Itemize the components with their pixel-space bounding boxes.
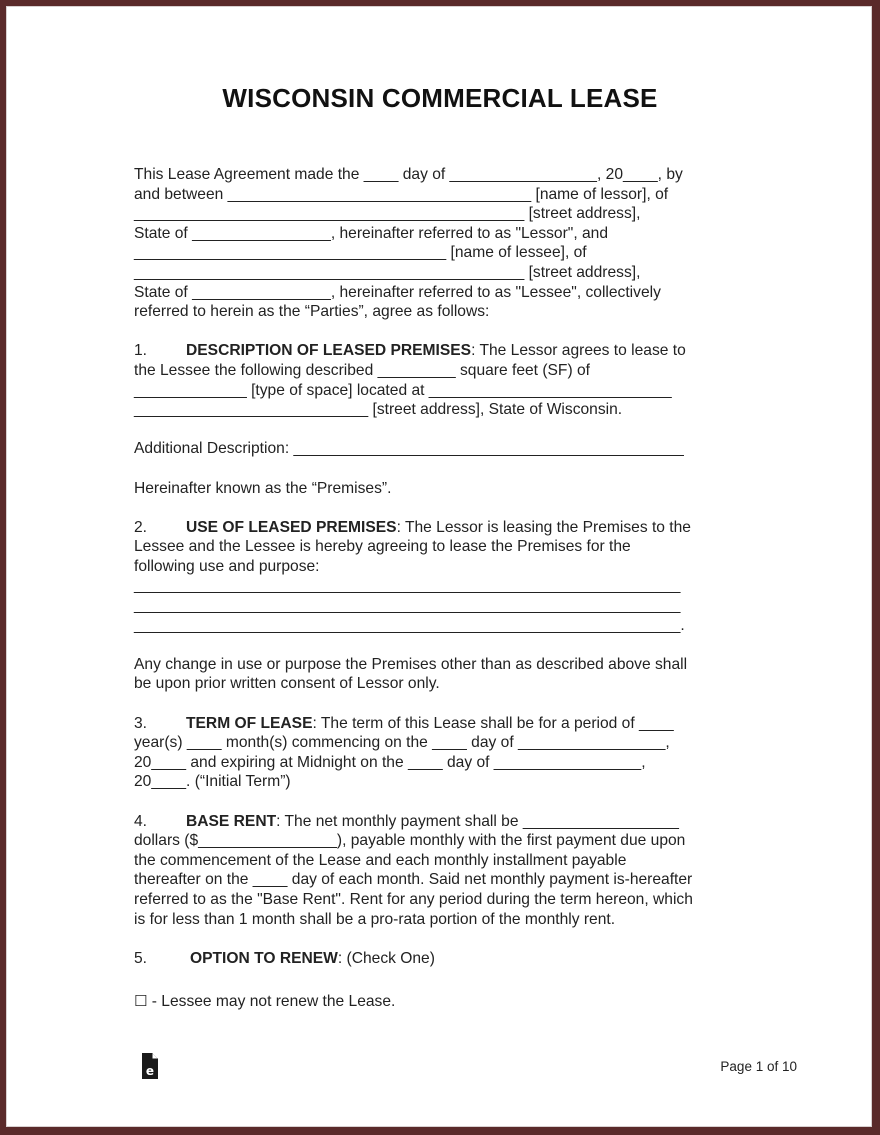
- intro-line: referred to herein as the “Parties”, agree as follows:: [134, 303, 490, 321]
- use-blank-line: _______________________________________________________________: [134, 577, 681, 595]
- intro-line: and between ___________________________________ [name of lessor], of: [134, 185, 669, 203]
- premises-definition-line: Hereinafter known as the “Premises”.: [134, 479, 392, 497]
- section-1-line: ___________________________ [street address], State of Wisconsin.: [134, 401, 623, 419]
- section-number: 4.: [134, 812, 148, 830]
- section-text: : (Check One): [337, 949, 435, 967]
- section-4-line: dollars ($________________), payable monthly with the first payment due upon: [134, 832, 686, 850]
- svg-text:e: e: [145, 1064, 155, 1078]
- use-change-line: be upon prior written consent of Lessor only.: [134, 675, 440, 693]
- section-number: 1.: [134, 342, 148, 360]
- intro-line: _____________________________________________ [street address],: [134, 263, 641, 281]
- renew-option-line: [134, 992, 754, 1012]
- section-heading: USE OF LEASED PREMISES: [186, 518, 397, 536]
- intro-line: _____________________________________________ [street address],: [134, 205, 641, 223]
- section-text: : The net monthly payment shall be __________________: [276, 812, 679, 830]
- section-heading: TERM OF LEASE: [186, 714, 313, 732]
- section-number: 5.: [134, 949, 148, 967]
- section-text: : The term of this Lease shall be for a period of ____: [312, 714, 674, 732]
- section-1-heading-line: [134, 341, 754, 361]
- renew-option-checkbox[interactable]: ☐: [134, 991, 148, 1010]
- document-e-icon: [140, 1051, 160, 1081]
- section-4-line: the commencement of the Lease and each monthly installment payable: [134, 851, 627, 869]
- section-heading: BASE RENT: [186, 812, 277, 830]
- section-3-line: 20____. (“Initial Term”): [134, 773, 291, 791]
- section-2-line: Lessee and the Lessee is hereby agreeing to lease the Premises for the: [134, 538, 631, 556]
- section-heading: OPTION TO RENEW: [190, 949, 338, 967]
- page-number: Page 1 of 10: [720, 1059, 797, 1074]
- intro-line: ____________________________________ [name of lessee], of: [134, 244, 587, 262]
- section-number: 3.: [134, 714, 148, 732]
- section-text: : The Lessor is leasing the Premises to the: [396, 518, 691, 536]
- section-heading: DESCRIPTION OF LEASED PREMISES: [186, 342, 472, 360]
- section-1-line: the Lessee the following described _________ square feet (SF) of: [134, 361, 590, 379]
- section-text: : The Lessor agrees to lease to: [471, 342, 686, 360]
- section-1-line: _____________ [type of space] located at ____________________________: [134, 381, 672, 399]
- additional-description-line: Additional Description: _____________________________________________: [134, 440, 684, 458]
- section-2-heading-line: [134, 518, 754, 538]
- document-body: [134, 165, 754, 1012]
- intro-line: State of ________________, hereinafter referred to as "Lessee", collectively: [134, 283, 661, 301]
- intro-line: This Lease Agreement made the ____ day of _________________, 20____, by: [134, 166, 683, 183]
- document-title: WISCONSIN COMMERCIAL LEASE: [222, 83, 658, 113]
- section-3-line: year(s) ____ month(s) commencing on the ____ day of _________________,: [134, 734, 670, 752]
- use-blank-line: _______________________________________________________________: [134, 597, 681, 615]
- section-3-heading-line: [134, 714, 754, 734]
- section-2-line: following use and purpose:: [134, 557, 320, 575]
- renew-option-label: - Lessee may not renew the Lease.: [147, 992, 396, 1010]
- section-4-line: thereafter on the ____ day of each month. Said net monthly payment is-hereafter: [134, 871, 693, 889]
- section-4-heading-line: [134, 812, 754, 832]
- document-page: [6, 6, 872, 1127]
- use-change-line: Any change in use or purpose the Premises other than as described above shall: [134, 655, 688, 673]
- section-3-line: 20____ and expiring at Midnight on the ____ day of _________________,: [134, 753, 646, 771]
- section-4-line: referred to as the "Base Rent". Rent for any period during the term hereon, which: [134, 890, 693, 908]
- use-blank-line: _______________________________________________________________.: [134, 616, 685, 634]
- section-4-line: is for less than 1 month shall be a pro-rata portion of the monthly rent.: [134, 910, 616, 928]
- section-number: 2.: [134, 518, 148, 536]
- section-5-heading-line: [134, 949, 754, 969]
- intro-line: State of ________________, hereinafter referred to as "Lessor", and: [134, 224, 609, 242]
